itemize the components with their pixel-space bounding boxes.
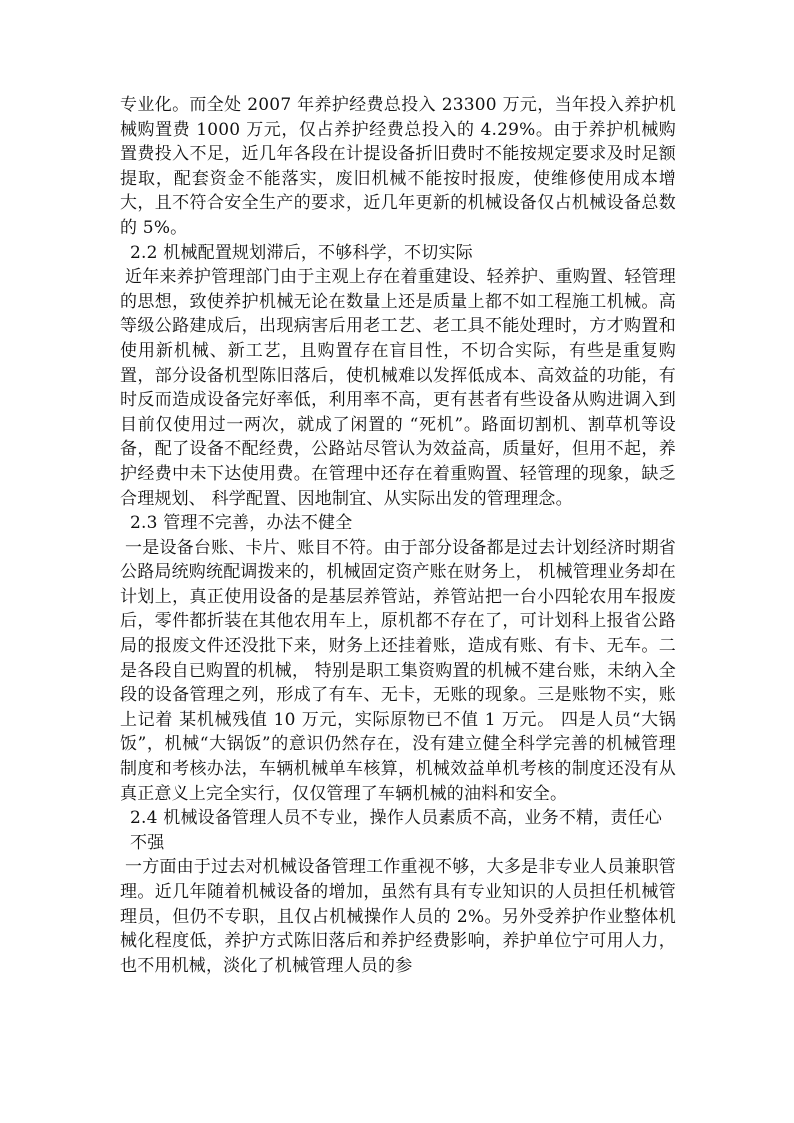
document-page: [120, 93, 676, 978]
paragraph-funding: 专业化。而全处 2007 年养护经费总投入 23300 万元，当年投入养护机械购置费 1000 万元，仅占养护经费总投入的 4.29%。由于养护机械购置费投入不足，近几年各段在计提设备折旧费时不能按规定要求及时足额提取，配套资金不能落实，废旧机械不能按时报废，使维修使用成本增大，且不符合安全生产的要求，近几年更新的机械设备仅占机械设备总数的 5%。: [120, 95, 676, 238]
paragraph-configuration: 近年来养护管理部门由于主观上存在着重建设、轻养护、重购置、轻管理的思想，致使养护机械无论在数量上还是质量上都不如工程施工机械。高等级公路建成后，出现病害后用老工艺、老工具不能处理时，方才购置和使用新机械、新工艺，且购置存在盲目性，不切合实际，有些是重复购置，部分设备机型陈旧落后，使机械难以发挥低成本、高效益的功能，有时反而造成设备完好率低，利用率不高，更有甚者有些设备从购进调入到目前仅使用过一两次，就成了闲置的 “死机”。路面切割机、割草机等设备，配了设备不配经费，公路站尽管认为效益高，质量好，但用不起，养护经费中未下达使用费。在管理中还存在着重购置、轻管理的现象，缺乏合理规划、 科学配置、因地制宜、从实际出发的管理理念。: [120, 267, 676, 509]
paragraph-management: 一是设备台账、卡片、账目不符。由于部分设备都是过去计划经济时期省公路局统购统配调拨来的，机械固定资产账在财务上， 机械管理业务却在计划上，真正使用设备的是基层养管站，养管站把一台小四轮农用车报废后，零件都折装在其他农用车上，原机都不存在了，可计划科上报省公路局的报废文件还没批下来，财务上还挂着账，造成有账、有卡、无车。二是各段自已购置的机械， 特别是职工集资购置的机械不建台账，未纳入全段的设备管理之列，形成了有车、无卡，无账的现象。三是账物不实，账上记着 某机械残值 10 万元，实际原物已不值 1 万元。 四是人员“大锅饭”，机械“大锅饭”的意识仍然存在，没有建立健全科学完善的机械管理制度和考核办法，车辆机械单车核算，机械效益单机考核的制度还没有从真正意义上完全实行，仅仅管理了车辆机械的油料和安全。: [120, 537, 677, 804]
section-heading-2-3: 2.3 管理不完善，办法不健全: [130, 513, 353, 534]
section-heading-2-2: 2.2 机械配置规划滞后，不够科学，不切实际: [130, 242, 473, 263]
section-heading-2-4: 2.4 机械设备管理人员不专业，操作人员素质不高，业务不精，责任心不强: [130, 808, 663, 853]
paragraph-personnel: 一方面由于过去对机械设备管理工作重视不够，大多是非专业人员兼职管理。近几年随着机械设备的增加，虽然有具有专业知识的人员担任机械管理员，但仍不专职，且仅占机械操作人员的 2%。另外受养护作业整体机械化程度低，养护方式陈旧落后和养护经费影响，养护单位宁可用人力，也不用机械，淡化了机械管理人员的参: [120, 857, 676, 976]
